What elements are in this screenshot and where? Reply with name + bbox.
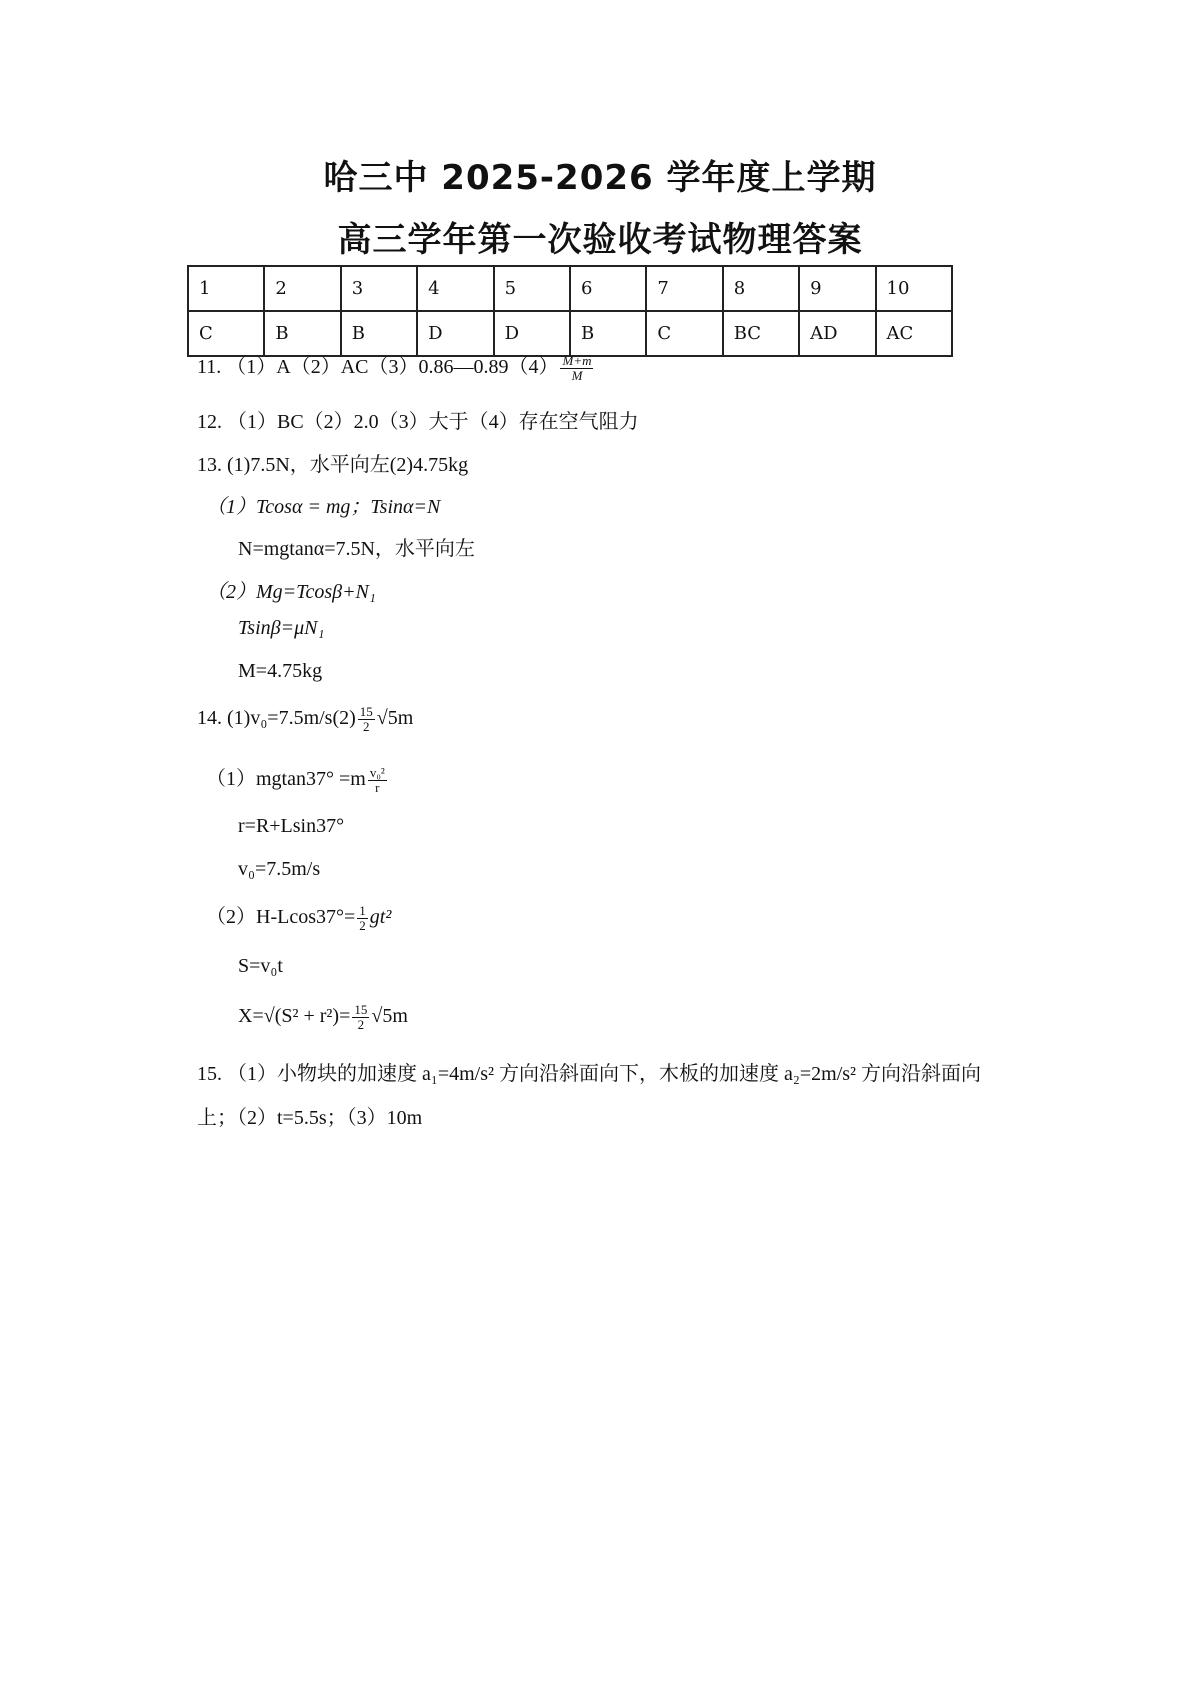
q14-step2a-num: 1 [359, 902, 366, 918]
q13-summary: 13. (1)7.5N，水平向左(2)4.75kg [197, 454, 469, 476]
answer-cell: B [341, 311, 417, 356]
q15-line2: 上；（2）t=5.5s；（3）10m [197, 1107, 423, 1129]
title-line-2: 高三学年第一次验收考试物理答案 [337, 220, 863, 260]
q14-step1a-num: v₀² [369, 764, 385, 780]
answer-cell: AC [876, 311, 952, 356]
answer-cell: D [417, 311, 493, 356]
q14-summary-fraction [358, 705, 375, 734]
q14-summary-b: √5m [376, 707, 414, 730]
q14-step1b: r=R+Lsin37° [238, 815, 345, 837]
q14-step2a-text: （2）H-Lcos37°= [206, 906, 356, 928]
q14-step1a-den: r [375, 779, 380, 795]
question-number-cell: 10 [876, 266, 952, 311]
question-number-row [188, 266, 952, 311]
q13-step1a: （1）Tcosα = mg；Tsinα=N [206, 496, 441, 518]
q14-step2a-fraction [357, 904, 368, 933]
question-number-cell: 7 [646, 266, 722, 311]
answer-cell: AD [799, 311, 875, 356]
q11-answer [197, 350, 595, 383]
q11-text: 11. （1）A（2）AC（3）0.86—0.89（4） [197, 356, 559, 378]
q14-step2b: S=v₀t [238, 955, 283, 977]
q14-step2a-post: gt² [369, 906, 392, 928]
question-number-cell: 6 [570, 266, 646, 311]
q14-step1a [206, 762, 389, 795]
question-number-cell: 3 [341, 266, 417, 311]
question-number-cell: 1 [188, 266, 264, 311]
q15-line1: 15. （1）小物块的加速度 a₁=4m/s² 方向沿斜面向下，木板的加速度 a₂=2m/s² 方向沿斜面向 [197, 1063, 982, 1085]
question-number-cell: 8 [723, 266, 799, 311]
q14-step2c-den: 2 [357, 1017, 365, 1032]
question-number-cell: 2 [264, 266, 340, 311]
answer-cell: B [570, 311, 646, 356]
q14-summary [197, 705, 413, 734]
q14-summary-num: 15 [359, 704, 373, 719]
q11-frac-num: M+m [562, 352, 592, 368]
q13-step2c: M=4.75kg [238, 660, 323, 682]
q14-step2a-den: 2 [359, 917, 366, 933]
q14-step2a [206, 900, 391, 933]
q13-step2b: Tsinβ=μN₁ [238, 617, 325, 639]
title-line-1: 哈三中 2025-2026 学年度上学期 [323, 158, 877, 198]
q14-step2c-num: 15 [354, 1002, 368, 1017]
question-number-cell: 4 [417, 266, 493, 311]
answer-cell: BC [723, 311, 799, 356]
q14-step1a-text: （1）mgtan37° =m [206, 768, 366, 790]
answer-cell: C [188, 311, 264, 356]
question-number-cell: 9 [799, 266, 875, 311]
q14-step2c-text: X=√(S² + r²)= [238, 1005, 351, 1028]
answer-table [187, 265, 953, 357]
q14-summary-den: 2 [363, 719, 370, 734]
q14-step2c [238, 1003, 408, 1032]
q12-answer: 12. （1）BC（2）2.0（3）大于（4）存在空气阻力 [197, 411, 639, 433]
q14-step2c-fraction [352, 1003, 369, 1032]
q14-summary-a: 14. (1)v₀=7.5m/s(2) [197, 707, 356, 730]
q13-step1b: N=mgtanα=7.5N，水平向左 [238, 538, 475, 560]
answer-cell: D [494, 311, 570, 356]
q13-step2a: （2）Mg=Tcosβ+N₁ [206, 581, 376, 603]
q11-frac-den: M [571, 367, 583, 383]
q14-step2c-post: √5m [371, 1005, 408, 1028]
q11-fraction [560, 354, 593, 383]
q14-step1c: v₀=7.5m/s [238, 858, 321, 880]
q14-step1a-fraction [368, 766, 387, 795]
question-number-cell: 5 [494, 266, 570, 311]
answer-cell: C [646, 311, 722, 356]
answer-cell: B [264, 311, 340, 356]
